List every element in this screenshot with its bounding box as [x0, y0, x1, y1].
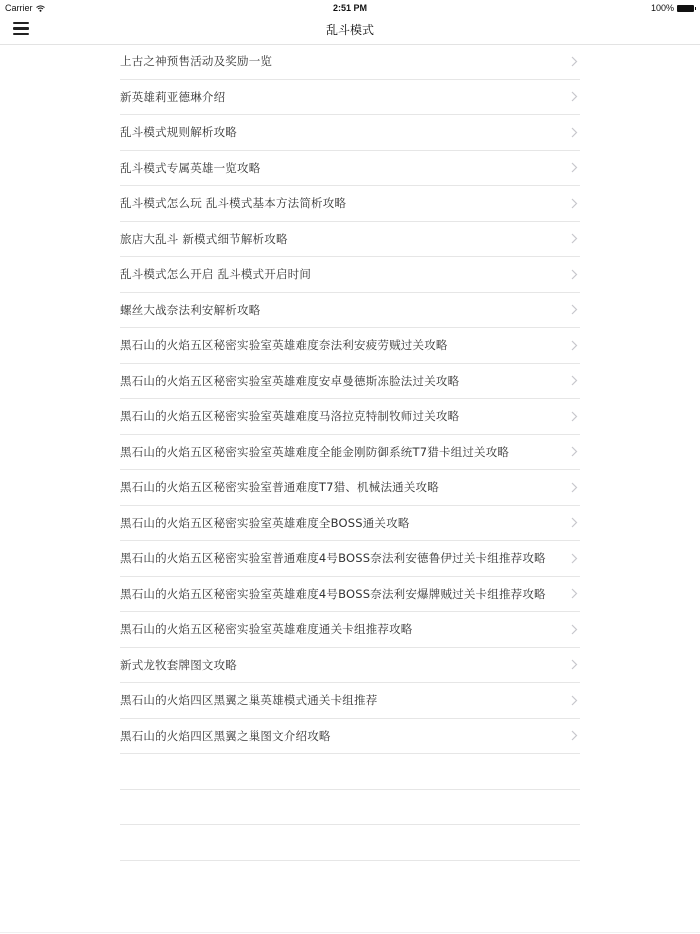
bottom-divider: [0, 932, 700, 933]
list-item-label: 黑石山的火焰五区秘密实验室英雄难度全BOSS通关攻略: [120, 515, 410, 530]
list-item-label: 乱斗模式规则解析攻略: [120, 125, 237, 140]
chevron-right-icon: [568, 411, 580, 422]
chevron-right-icon: [568, 446, 580, 457]
chevron-right-icon: [568, 695, 580, 706]
list-item[interactable]: [120, 719, 580, 755]
list-item[interactable]: [120, 186, 580, 222]
list-item[interactable]: [120, 612, 580, 648]
list-item[interactable]: [120, 648, 580, 684]
list-item-label: 乱斗模式专属英雄一览攻略: [120, 160, 261, 175]
list-item-label: 黑石山的火焰五区秘密实验室英雄难度全能金刚防御系统T7猎卡组过关攻略: [120, 444, 510, 459]
chevron-right-icon: [568, 198, 580, 209]
list-item[interactable]: [120, 577, 580, 613]
list-item[interactable]: [120, 399, 580, 435]
battery-percent: 100%: [650, 3, 674, 13]
clock: 2:51 PM: [332, 3, 367, 13]
list-item-label: 螺丝大战奈法利安解析攻略: [120, 302, 261, 317]
list-item[interactable]: [120, 44, 580, 80]
list-item[interactable]: [120, 328, 580, 364]
list-item[interactable]: [120, 257, 580, 293]
chevron-right-icon: [568, 375, 580, 386]
list-item-label: 新式龙牧套牌图文攻略: [120, 657, 237, 672]
page-title: 乱斗模式: [325, 23, 374, 37]
list-item-label: 上古之神预售活动及奖励一览: [120, 54, 273, 69]
chevron-right-icon: [568, 482, 580, 493]
list-item[interactable]: [120, 115, 580, 151]
empty-list-row: [120, 790, 580, 826]
chevron-right-icon: [568, 730, 580, 741]
chevron-right-icon: [568, 340, 580, 351]
list-item[interactable]: [120, 80, 580, 116]
battery-info: [651, 3, 694, 13]
list-item[interactable]: [120, 541, 580, 577]
status-bar: [0, 0, 700, 16]
list-item-label: 黑石山的火焰五区秘密实验室英雄难度4号BOSS奈法利安爆牌贼过关卡组推荐攻略: [120, 586, 546, 601]
chevron-right-icon: [568, 269, 580, 280]
empty-list-row: [120, 825, 580, 861]
chevron-right-icon: [568, 624, 580, 635]
list-item-label: 黑石山的火焰四区黑翼之巢图文介绍攻略: [120, 728, 331, 743]
chevron-right-icon: [568, 56, 580, 67]
list-item-label: 黑石山的火焰五区秘密实验室英雄难度奈法利安疲劳贼过关攻略: [120, 338, 448, 353]
list-item[interactable]: [120, 683, 580, 719]
list-item[interactable]: [120, 506, 580, 542]
battery-icon: [677, 5, 694, 12]
list-item-label: 乱斗模式怎么玩 乱斗模式基本方法简析攻略: [120, 196, 347, 211]
chevron-right-icon: [568, 588, 580, 599]
list-item-label: 乱斗模式怎么开启 乱斗模式开启时间: [120, 267, 312, 282]
list-item-label: 黑石山的火焰五区秘密实验室英雄难度安卓曼德斯冻脸法过关攻略: [120, 373, 460, 388]
chevron-right-icon: [568, 233, 580, 244]
empty-list-row: [120, 754, 580, 790]
list-item[interactable]: [120, 222, 580, 258]
chevron-right-icon: [568, 659, 580, 670]
list-item-label: 新英雄莉亚德琳介绍: [120, 89, 226, 104]
list-item-label: 黑石山的火焰五区秘密实验室英雄难度马洛拉克特制牧师过关攻略: [120, 409, 460, 424]
chevron-right-icon: [568, 91, 580, 102]
chevron-right-icon: [568, 162, 580, 173]
list-item-label: 黑石山的火焰五区秘密实验室英雄难度通关卡组推荐攻略: [120, 622, 413, 637]
list-item-label: 旅店大乱斗 新模式细节解析攻略: [120, 231, 288, 246]
list-item[interactable]: [120, 435, 580, 471]
chevron-right-icon: [568, 517, 580, 528]
list-item[interactable]: [120, 470, 580, 506]
list-item[interactable]: [120, 364, 580, 400]
navigation-bar: [0, 16, 700, 45]
list-item-label: 黑石山的火焰五区秘密实验室普通难度T7猎、机械法通关攻略: [120, 480, 439, 495]
chevron-right-icon: [568, 127, 580, 138]
list-item[interactable]: [120, 151, 580, 187]
article-list: [120, 44, 580, 861]
chevron-right-icon: [568, 304, 580, 315]
chevron-right-icon: [568, 553, 580, 564]
list-item-label: 黑石山的火焰四区黑翼之巢英雄模式通关卡组推荐: [120, 693, 378, 708]
carrier-label: Carrier: [5, 3, 33, 13]
list-item-label: 黑石山的火焰五区秘密实验室普通难度4号BOSS奈法利安德鲁伊过关卡组推荐攻略: [120, 551, 546, 566]
list-item[interactable]: [120, 293, 580, 329]
